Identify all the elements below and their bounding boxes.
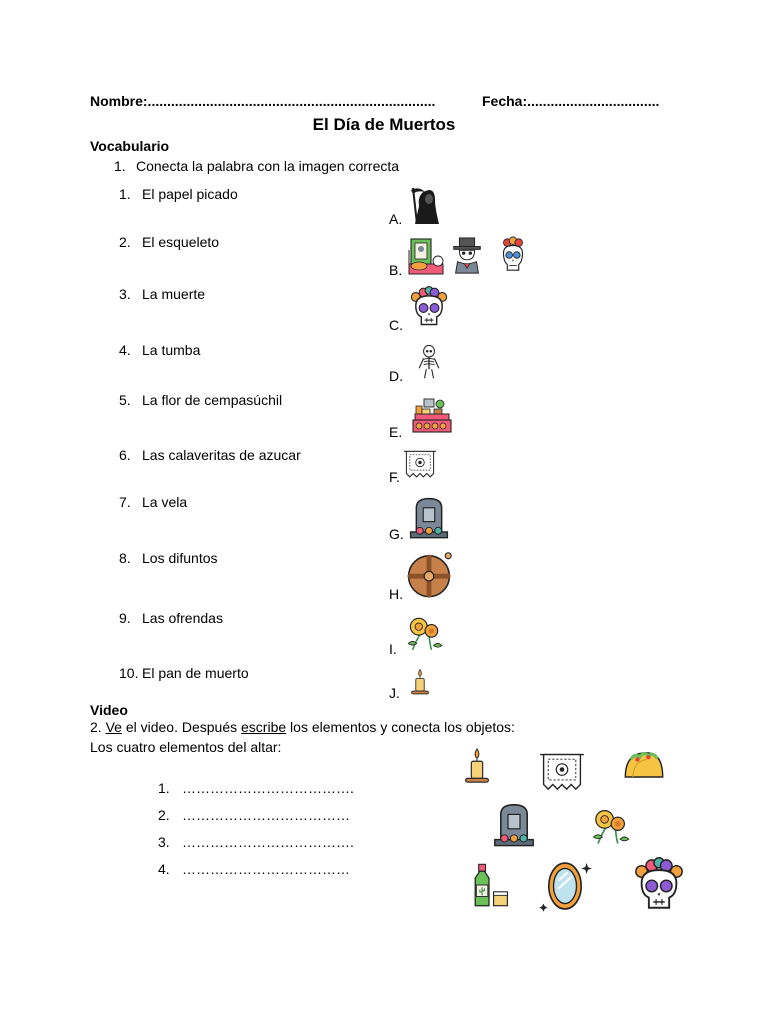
answer-blank-1[interactable]: ………………………………. [182, 780, 354, 796]
grim-reaper-icon [407, 186, 447, 226]
video-instruction-mid: el video. Después [125, 719, 238, 735]
altar-icon [408, 396, 456, 436]
word-num: 7. [119, 494, 131, 510]
catrina-skull-icon [494, 234, 532, 276]
skeleton-tophat-icon [448, 236, 486, 276]
taco-icon [616, 744, 672, 788]
word-muerte: La muerte [142, 286, 206, 302]
word-difuntos: Los difuntos [142, 550, 218, 566]
letter-f: F. [389, 469, 400, 485]
candle-icon [406, 664, 434, 700]
sugar-skull-icon [407, 286, 451, 330]
tombstone-icon [490, 798, 538, 850]
word-num: 8. [119, 550, 131, 566]
letter-c: C. [389, 317, 403, 333]
blank-num: 1. [158, 780, 170, 796]
word-num: 4. [119, 342, 131, 358]
word-num: 5. [119, 392, 131, 408]
answer-blank-2[interactable]: ……………………………… [182, 807, 350, 823]
video-instruction [90, 719, 515, 735]
blank-num: 4. [158, 861, 170, 877]
answer-blank-3[interactable]: ………………………………. [182, 834, 354, 850]
blank-num: 3. [158, 834, 170, 850]
video-heading: Video [90, 702, 128, 718]
word-num: 10. [119, 665, 139, 681]
word-num: 1. [119, 186, 131, 202]
video-word-ve: Ve [105, 719, 122, 735]
nombre-field[interactable]: Nombre:.......................................................................... [90, 93, 436, 109]
word-vela: La vela [142, 494, 188, 510]
mirror-icon [538, 856, 592, 916]
answer-blank-4[interactable]: ……………………………… [182, 861, 350, 877]
letter-e: E. [389, 424, 403, 440]
letter-a: A. [389, 211, 403, 227]
skeleton-icon [411, 342, 447, 382]
word-tumba: La tumba [142, 342, 201, 358]
sugar-skull-icon [630, 856, 688, 916]
word-num: 3. [119, 286, 131, 302]
fecha-field[interactable]: Fecha:.................................. [482, 93, 660, 109]
marigold-icon [400, 612, 446, 654]
vocab-heading: Vocabulario [90, 138, 170, 154]
letter-h: H. [389, 586, 403, 602]
video-word-escribe: escribe [241, 719, 287, 735]
word-calaveritas: Las calaveritas de azucar [142, 447, 301, 463]
letter-j: J. [389, 685, 400, 701]
word-num: 9. [119, 610, 131, 626]
tequila-icon [466, 858, 512, 912]
page-title: El Día de Muertos [312, 115, 456, 134]
word-num: 6. [119, 447, 131, 463]
vocab-instruction: Conecta la palabra con la imagen correcta [136, 158, 400, 174]
word-papel-picado: El papel picado [142, 186, 238, 202]
word-pan-de-muerto: El pan de muerto [142, 665, 249, 681]
letter-d: D. [389, 368, 403, 384]
word-ofrendas: Las ofrendas [142, 610, 223, 626]
video-instruction-end: los elementos y conecta los objetos: [290, 719, 515, 735]
papel-picado-icon [536, 750, 588, 796]
altar-portrait-icon [407, 236, 447, 276]
vocab-instruction-num: 1. [114, 158, 126, 174]
word-cempasuchil: La flor de cempasúchil [142, 392, 283, 408]
altar-elements-subtitle: Los cuatro elementos del altar: [90, 739, 282, 755]
letter-b: B. [389, 262, 403, 278]
letter-i: I. [389, 641, 397, 657]
letter-g: G. [389, 526, 404, 542]
tombstone-icon [406, 494, 452, 540]
pan-de-muerto-icon [405, 550, 453, 600]
blank-num: 2. [158, 807, 170, 823]
word-num: 2. [119, 234, 131, 250]
papel-picado-icon [402, 448, 438, 482]
word-esqueleto: El esqueleto [142, 234, 220, 250]
candle-icon [458, 740, 496, 792]
video-instruction-num: 2. [90, 719, 102, 735]
marigold-icon [584, 804, 634, 848]
